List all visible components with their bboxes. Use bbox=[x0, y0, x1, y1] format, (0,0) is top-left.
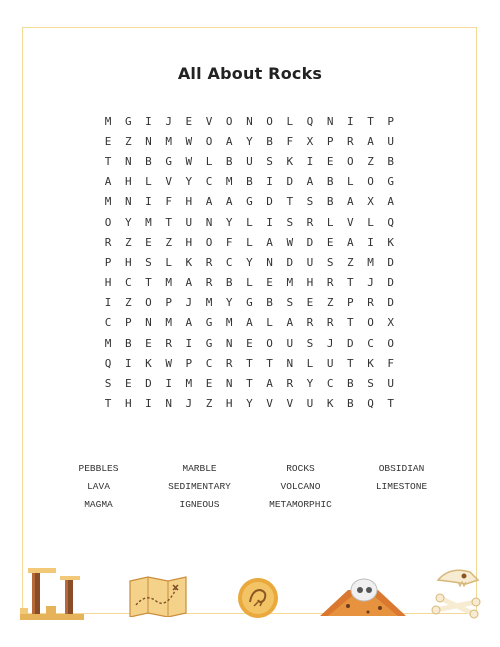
grid-cell: P bbox=[326, 134, 334, 148]
grid-cell: M bbox=[205, 296, 213, 310]
grid-cell: I bbox=[185, 336, 193, 350]
grid-cell: B bbox=[387, 154, 395, 168]
word-list bbox=[48, 459, 452, 513]
grid-cell: F bbox=[286, 134, 294, 148]
grid-cell: A bbox=[387, 195, 395, 209]
grid-cell: J bbox=[185, 296, 193, 310]
grid-cell: C bbox=[367, 336, 374, 350]
grid-cell: W bbox=[185, 134, 193, 148]
grid-cell: O bbox=[205, 235, 213, 249]
grid-cell: U bbox=[185, 215, 193, 229]
grid-cell: M bbox=[225, 175, 233, 189]
dinosaur-skeleton-icon bbox=[430, 562, 486, 622]
grid-cell: G bbox=[387, 175, 395, 189]
grid-cell: R bbox=[205, 276, 213, 290]
grid-cell: Y bbox=[124, 215, 132, 229]
grid-cell: Z bbox=[347, 255, 354, 269]
grid-cell: N bbox=[145, 134, 152, 148]
grid-cell: D bbox=[286, 255, 294, 269]
grid-cell: N bbox=[145, 316, 152, 330]
grid-cell: H bbox=[185, 195, 193, 209]
grid-cell: N bbox=[246, 114, 253, 128]
grid-cell: C bbox=[326, 377, 334, 391]
grid-cell: H bbox=[185, 235, 193, 249]
grid-cell: P bbox=[165, 296, 172, 310]
grid-cell: Z bbox=[165, 235, 172, 249]
grid-cell: E bbox=[246, 336, 253, 350]
grid-cell: I bbox=[145, 195, 152, 209]
grid-cell: N bbox=[225, 336, 233, 350]
grid-cell: I bbox=[124, 356, 132, 370]
grid-cell: H bbox=[124, 397, 132, 411]
grid-cell: L bbox=[205, 154, 213, 168]
grid-cell: J bbox=[185, 397, 193, 411]
grid-cell: I bbox=[367, 235, 374, 249]
grid-cell: G bbox=[205, 316, 213, 330]
grid-cell: U bbox=[306, 255, 314, 269]
grid-cell: A bbox=[347, 195, 354, 209]
grid-cell: O bbox=[266, 114, 273, 128]
grid-cell: T bbox=[246, 377, 253, 391]
grid-cell: Z bbox=[124, 235, 132, 249]
grid-cell: A bbox=[104, 175, 112, 189]
grid-cell: K bbox=[367, 356, 374, 370]
grid-cell: A bbox=[367, 134, 374, 148]
grid-cell: R bbox=[306, 215, 314, 229]
grid-cell: N bbox=[124, 154, 132, 168]
grid-cell: I bbox=[266, 175, 273, 189]
grid-cell: A bbox=[246, 316, 253, 330]
grid-cell: M bbox=[165, 134, 172, 148]
grid-cell: L bbox=[165, 255, 172, 269]
grid-cell: A bbox=[225, 195, 233, 209]
grid-cell: I bbox=[145, 114, 152, 128]
grid-cell: B bbox=[225, 276, 233, 290]
grid-cell: B bbox=[266, 296, 273, 310]
grid-cell: U bbox=[326, 356, 334, 370]
grid-cell: R bbox=[286, 377, 294, 391]
grid-cell: A bbox=[185, 276, 193, 290]
grid-cell: I bbox=[104, 296, 112, 310]
grid-cell: M bbox=[286, 276, 294, 290]
grid-cell: U bbox=[306, 397, 314, 411]
grid-cell: V bbox=[347, 215, 354, 229]
word-search-grid bbox=[98, 111, 401, 414]
grid-cell: K bbox=[145, 356, 152, 370]
grid-cell: B bbox=[246, 175, 253, 189]
grid-cell: E bbox=[306, 296, 314, 310]
grid-cell: T bbox=[367, 114, 374, 128]
grid-cell: E bbox=[326, 154, 334, 168]
word-list-item: ROCKS bbox=[286, 462, 315, 474]
grid-cell: K bbox=[387, 235, 395, 249]
grid-cell: E bbox=[124, 377, 132, 391]
grid-cell: M bbox=[104, 336, 112, 350]
grid-cell: D bbox=[286, 175, 294, 189]
grid-cell: M bbox=[165, 276, 172, 290]
grid-cell: N bbox=[165, 397, 172, 411]
grid-cell: D bbox=[145, 377, 152, 391]
grid-cell: N bbox=[225, 377, 233, 391]
grid-cell: C bbox=[225, 255, 233, 269]
skull-dirt-icon bbox=[318, 576, 408, 618]
grid-cell: Z bbox=[326, 296, 334, 310]
grid-cell: H bbox=[306, 276, 314, 290]
treasure-map-icon bbox=[128, 575, 188, 617]
grid-cell: O bbox=[347, 154, 354, 168]
grid-cell: A bbox=[225, 134, 233, 148]
grid-cell: Q bbox=[104, 356, 112, 370]
grid-cell: O bbox=[225, 114, 233, 128]
grid-cell: J bbox=[367, 276, 374, 290]
grid-cell: Q bbox=[367, 397, 374, 411]
grid-cell: U bbox=[286, 336, 294, 350]
grid-cell: M bbox=[185, 377, 193, 391]
grid-cell: C bbox=[205, 356, 213, 370]
fossil-coin-icon bbox=[236, 576, 280, 620]
grid-cell: A bbox=[266, 377, 273, 391]
grid-cell: X bbox=[367, 195, 374, 209]
grid-cell: G bbox=[246, 195, 253, 209]
grid-cell: A bbox=[266, 235, 273, 249]
grid-cell: G bbox=[205, 336, 213, 350]
grid-cell: E bbox=[145, 336, 152, 350]
grid-cell: A bbox=[205, 195, 213, 209]
grid-cell: U bbox=[387, 377, 395, 391]
grid-cell: L bbox=[367, 215, 374, 229]
grid-cell: L bbox=[306, 356, 314, 370]
grid-cell: E bbox=[145, 235, 152, 249]
grid-cell: U bbox=[246, 154, 253, 168]
word-list-item: PEBBLES bbox=[78, 462, 119, 474]
grid-cell: D bbox=[266, 195, 273, 209]
grid-cell: B bbox=[347, 397, 354, 411]
grid-cell: H bbox=[124, 255, 132, 269]
grid-cell: A bbox=[347, 235, 354, 249]
grid-cell: E bbox=[205, 377, 213, 391]
grid-cell: B bbox=[266, 134, 273, 148]
grid-cell: O bbox=[205, 134, 213, 148]
grid-cell: P bbox=[387, 114, 395, 128]
grid-cell: I bbox=[145, 397, 152, 411]
grid-cell: S bbox=[306, 195, 314, 209]
grid-cell: Q bbox=[387, 215, 395, 229]
word-list-item: IGNEOUS bbox=[179, 498, 220, 510]
grid-cell: R bbox=[326, 276, 334, 290]
grid-cell: L bbox=[347, 175, 354, 189]
grid-cell: V bbox=[205, 114, 213, 128]
grid-cell: B bbox=[326, 195, 334, 209]
word-list-item: SEDIMENTARY bbox=[168, 480, 231, 492]
grid-cell: R bbox=[165, 336, 172, 350]
grid-cell: S bbox=[306, 336, 314, 350]
grid-cell: L bbox=[326, 215, 334, 229]
grid-cell: I bbox=[266, 215, 273, 229]
grid-cell: U bbox=[387, 134, 395, 148]
grid-cell: D bbox=[347, 336, 354, 350]
grid-cell: O bbox=[266, 336, 273, 350]
grid-cell: T bbox=[286, 195, 294, 209]
word-list-item: METAMORPHIC bbox=[269, 498, 332, 510]
grid-cell: T bbox=[104, 154, 112, 168]
grid-cell: X bbox=[306, 134, 314, 148]
grid-cell: Y bbox=[246, 134, 253, 148]
grid-cell: S bbox=[145, 255, 152, 269]
grid-cell: M bbox=[104, 195, 112, 209]
grid-cell: R bbox=[205, 255, 213, 269]
grid-cell: B bbox=[145, 154, 152, 168]
grid-cell: P bbox=[124, 316, 132, 330]
grid-cell: H bbox=[104, 276, 112, 290]
grid-cell: Z bbox=[124, 296, 132, 310]
grid-cell: H bbox=[225, 397, 233, 411]
grid-cell: E bbox=[104, 134, 112, 148]
grid-cell: O bbox=[367, 175, 374, 189]
grid-cell: L bbox=[286, 114, 294, 128]
grid-cell: Y bbox=[225, 296, 233, 310]
grid-cell: N bbox=[124, 195, 132, 209]
word-list-item: LIMESTONE bbox=[375, 480, 428, 492]
grid-cell: E bbox=[266, 276, 273, 290]
grid-cell: G bbox=[246, 296, 253, 310]
grid-cell: K bbox=[326, 397, 334, 411]
grid-cell: T bbox=[387, 397, 395, 411]
grid-cell: N bbox=[205, 215, 213, 229]
grid-cell: E bbox=[326, 235, 334, 249]
grid-cell: B bbox=[225, 154, 233, 168]
page-title: All About Rocks bbox=[177, 64, 323, 83]
grid-cell: L bbox=[145, 175, 152, 189]
grid-cell: O bbox=[104, 215, 112, 229]
grid-cell: Y bbox=[246, 255, 253, 269]
grid-cell: O bbox=[145, 296, 152, 310]
grid-cell: Q bbox=[306, 114, 314, 128]
grid-cell: Z bbox=[367, 154, 374, 168]
grid-cell: D bbox=[387, 276, 395, 290]
grid-cell: R bbox=[347, 134, 354, 148]
grid-cell: L bbox=[246, 235, 253, 249]
grid-cell: R bbox=[306, 316, 314, 330]
grid-cell: J bbox=[326, 336, 334, 350]
grid-cell: X bbox=[387, 316, 395, 330]
grid-cell: F bbox=[165, 195, 172, 209]
grid-cell: T bbox=[246, 356, 253, 370]
grid-cell: R bbox=[225, 356, 233, 370]
grid-cell: T bbox=[145, 276, 152, 290]
grid-cell: P bbox=[104, 255, 112, 269]
grid-cell: O bbox=[387, 336, 395, 350]
grid-cell: P bbox=[185, 356, 193, 370]
grid-cell: N bbox=[326, 114, 334, 128]
grid-cell: O bbox=[367, 316, 374, 330]
grid-cell: B bbox=[124, 336, 132, 350]
grid-cell: W bbox=[185, 154, 193, 168]
grid-cell: Z bbox=[205, 397, 213, 411]
word-list-item: LAVA bbox=[87, 480, 110, 492]
grid-cell: N bbox=[286, 356, 294, 370]
grid-cell: Y bbox=[306, 377, 314, 391]
grid-cell: D bbox=[387, 296, 395, 310]
grid-cell: P bbox=[347, 296, 354, 310]
ruins-icon bbox=[18, 562, 88, 622]
grid-cell: M bbox=[225, 316, 233, 330]
grid-cell: B bbox=[347, 377, 354, 391]
word-list-item: VOLCANO bbox=[280, 480, 321, 492]
grid-cell: G bbox=[165, 154, 172, 168]
grid-cell: D bbox=[387, 255, 395, 269]
grid-cell: M bbox=[145, 215, 152, 229]
grid-cell: L bbox=[266, 316, 273, 330]
grid-cell: C bbox=[205, 175, 213, 189]
word-list-item: MAGMA bbox=[84, 498, 113, 510]
grid-cell: M bbox=[104, 114, 112, 128]
grid-cell: I bbox=[347, 114, 354, 128]
grid-cell: V bbox=[266, 397, 273, 411]
grid-cell: M bbox=[367, 255, 374, 269]
grid-cell: R bbox=[367, 296, 374, 310]
grid-cell: A bbox=[185, 316, 193, 330]
grid-cell: T bbox=[347, 316, 354, 330]
grid-cell: C bbox=[124, 276, 132, 290]
word-list-item: OBSIDIAN bbox=[378, 462, 425, 474]
grid-cell: L bbox=[246, 276, 253, 290]
grid-cell: R bbox=[104, 235, 112, 249]
grid-cell: G bbox=[124, 114, 132, 128]
grid-cell: T bbox=[104, 397, 112, 411]
grid-cell: C bbox=[104, 316, 112, 330]
grid-cell: S bbox=[286, 215, 294, 229]
grid-cell: W bbox=[286, 235, 294, 249]
grid-cell: I bbox=[165, 377, 172, 391]
grid-cell: M bbox=[165, 316, 172, 330]
grid-cell: T bbox=[347, 356, 354, 370]
grid-cell: T bbox=[165, 215, 172, 229]
grid-cell: T bbox=[347, 276, 354, 290]
grid-cell: F bbox=[387, 356, 395, 370]
grid-cell: F bbox=[225, 235, 233, 249]
grid-cell: V bbox=[165, 175, 172, 189]
grid-cell: T bbox=[266, 356, 273, 370]
grid-cell: S bbox=[286, 296, 294, 310]
grid-cell: L bbox=[246, 215, 253, 229]
grid-cell: I bbox=[306, 154, 314, 168]
grid-cell: Y bbox=[185, 175, 193, 189]
grid-cell: V bbox=[286, 397, 294, 411]
grid-cell: B bbox=[326, 175, 334, 189]
grid-cell: K bbox=[185, 255, 193, 269]
grid-cell: K bbox=[286, 154, 294, 168]
grid-cell: S bbox=[367, 377, 374, 391]
grid-cell: R bbox=[326, 316, 334, 330]
grid-cell: N bbox=[266, 255, 273, 269]
grid-cell: H bbox=[124, 175, 132, 189]
grid-cell: J bbox=[165, 114, 172, 128]
grid-cell: Y bbox=[246, 397, 253, 411]
grid-cell: E bbox=[185, 114, 193, 128]
grid-cell: S bbox=[326, 255, 334, 269]
grid-cell: S bbox=[266, 154, 273, 168]
grid-cell: Y bbox=[225, 215, 233, 229]
grid-cell: S bbox=[104, 377, 112, 391]
grid-cell: Z bbox=[124, 134, 132, 148]
word-list-item: MARBLE bbox=[182, 462, 217, 474]
grid-cell: D bbox=[306, 235, 314, 249]
grid-cell: A bbox=[286, 316, 294, 330]
grid-cell: W bbox=[165, 356, 172, 370]
grid-cell: A bbox=[306, 175, 314, 189]
